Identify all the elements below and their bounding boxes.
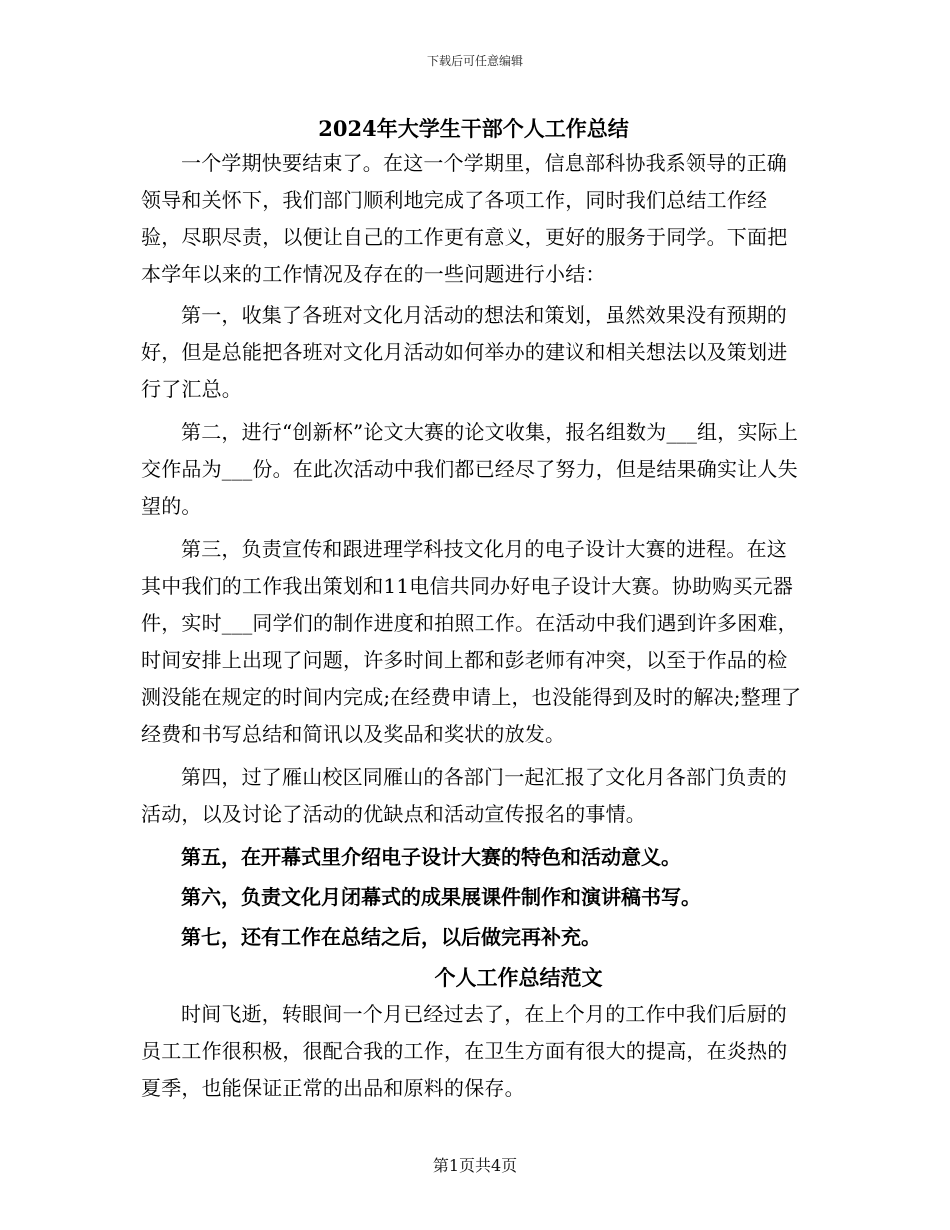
header-note: 下载后可任意编辑 [426, 54, 523, 68]
bold-item-5: 第五，在开幕式里介绍电子设计大赛的特色和活动意义。 [181, 845, 681, 869]
bold-item-7: 第七，还有工作在总结之后，以后做完再补充。 [181, 925, 601, 949]
section-paragraph: 时间飞逝，转眼间一个月已经过去了，在上个月的工作中我们后厨的员工工作很积极，很配合我的工作，在卫生方面有很大的提高，在炎热的夏季，也能保证正常的出品和原料的保存。 [141, 1002, 788, 1100]
document-title: 2024年大学生干部个人工作总结 [318, 116, 629, 141]
paragraph-item-3: 第三，负责宣传和跟进理学科技文化月的电子设计大赛的进程。在这其中我们的工作我出策划和11电信共同办好电子设计大赛。协助购买元器件，实时___同学们的制作进度和拍照工作。在活动中我们遇到许多困难，时间安排上出现了问题，许多时间上都和彭老师有冲突，以至于作品的检测没能在规定的时间内完成;在经费申请上，也没能得到及时的解决;整理了经费和书写总结和简讯以及奖品和奖状的放发。 [141, 537, 802, 746]
paragraph-item-2: 第二，进行“创新杯”论文大赛的论文收集，报名组数为___组，实际上交作品为___份。在此次活动中我们都已经尽了努力，但是结果确实让人失望的。 [141, 420, 799, 518]
page-footer: 第1页共4页 [432, 1156, 518, 1175]
paragraph-intro: 一个学期快要结束了。在这一个学期里，信息部科协我系领导的正确领导和关怀下，我们部门顺利地完成了各项工作，同时我们总结工作经验，尽职尽责，以便让自己的工作更有意义，更好的服务于同学。下面把本学年以来的工作情况及存在的一些问题进行小结： [141, 151, 788, 286]
document-body [141, 110, 806, 1113]
section-title: 个人工作总结范文 [434, 965, 603, 990]
paragraph-item-1: 第一，收集了各班对文化月活动的想法和策划，虽然效果没有预期的好，但是总能把各班对文化月活动如何举办的建议和相关想法以及策划进行了汇总。 [141, 303, 788, 401]
paragraph-item-4: 第四，过了雁山校区同雁山的各部门一起汇报了文化月各部门负责的活动，以及讨论了活动的优缺点和活动宣传报名的事情。 [141, 765, 787, 826]
bold-item-6: 第六，负责文化月闭幕式的成果展课件制作和演讲稿书写。 [181, 885, 701, 909]
